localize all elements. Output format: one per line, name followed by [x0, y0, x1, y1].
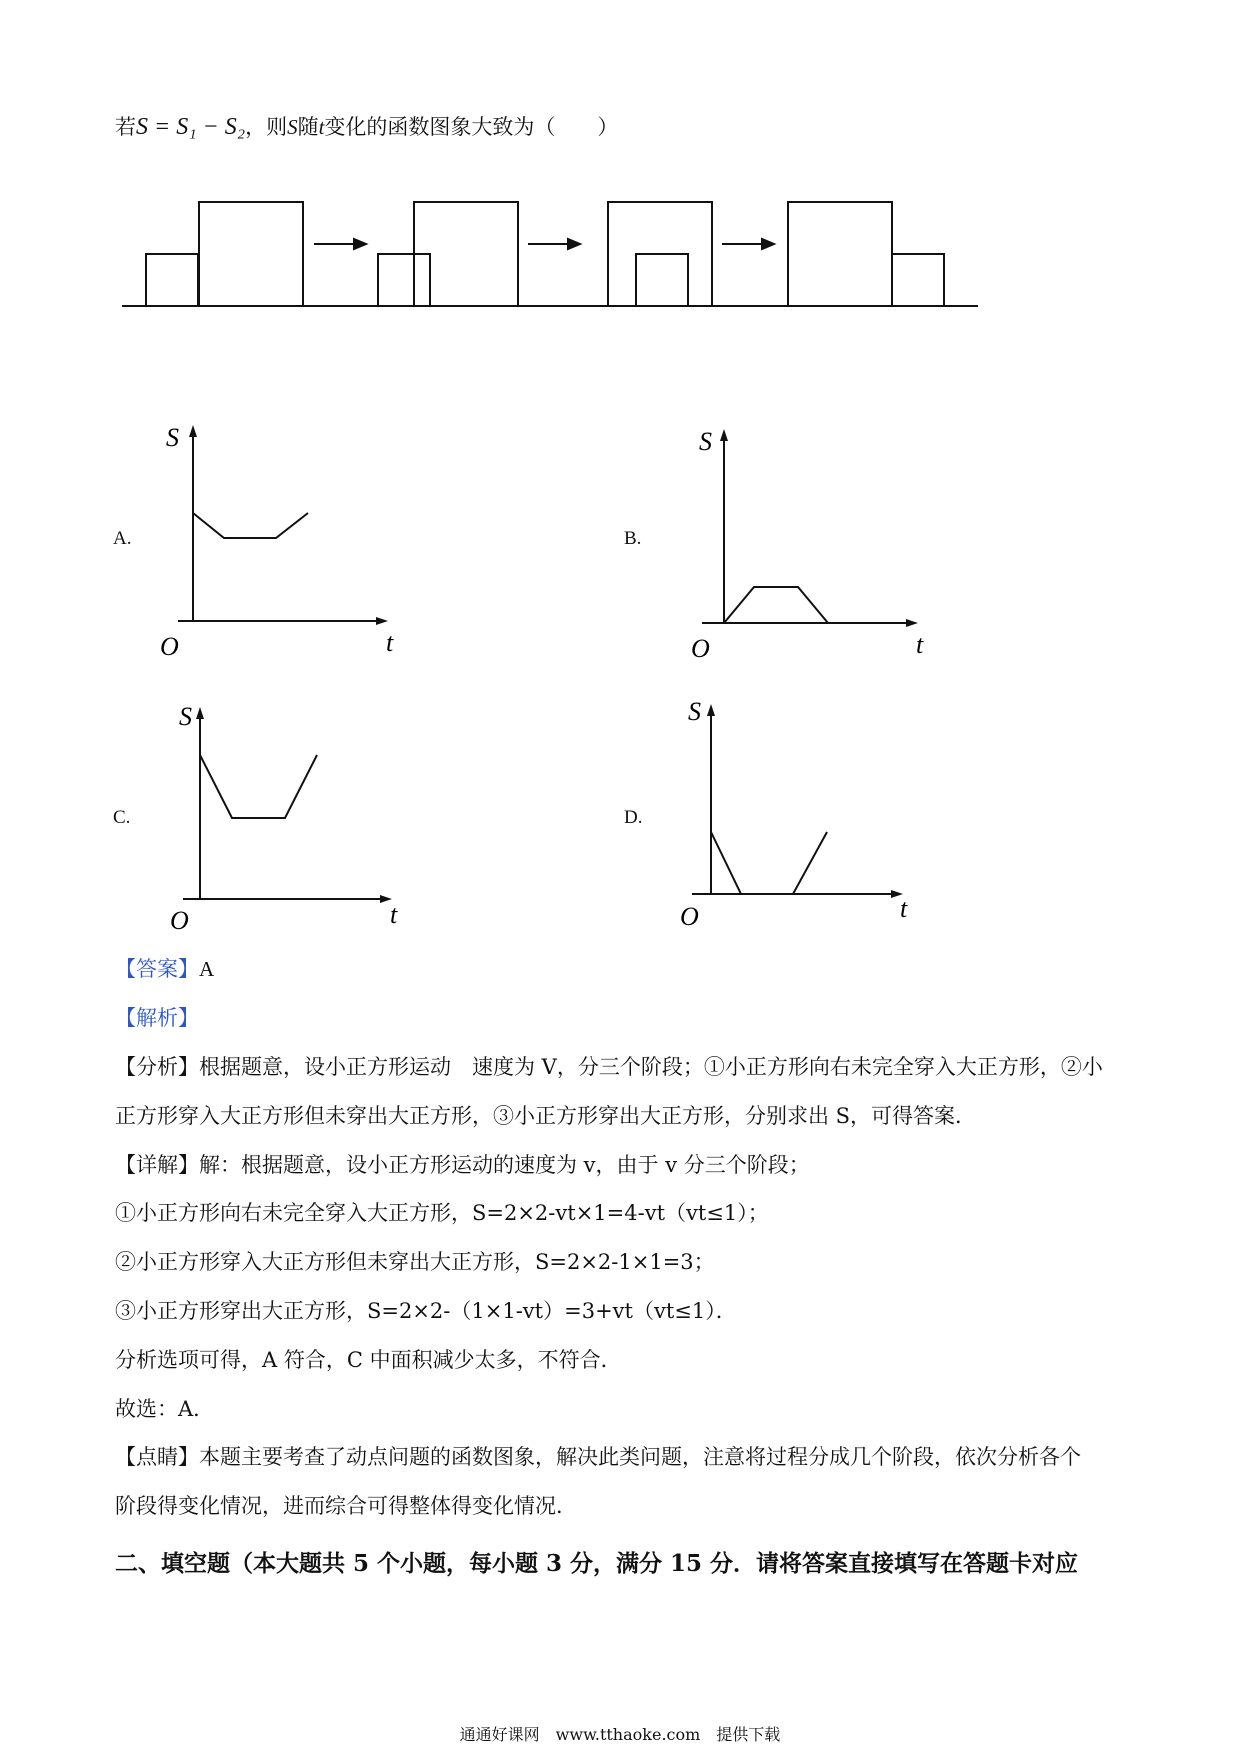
- graph-d-x-label: t: [900, 894, 908, 923]
- option-a-label: A.: [113, 528, 132, 549]
- comment-text-1: 本题主要考查了动点问题的函数图象，解决此类问题，注意将过程分成几个阶段，依次分析各个: [199, 1445, 1081, 1469]
- graph-c-origin-label: O: [170, 906, 189, 935]
- fenxi-line-2: 正方形穿入大正方形但未穿出大正方形，③小正方形穿出大正方形，分别求出 S，可得答案．: [115, 1104, 977, 1128]
- page-footer: 通通好课网 www.tthaoke.com 提供下载: [459, 1725, 781, 1744]
- graph-c-y-label: S: [179, 702, 192, 731]
- graph-d-y-label: S: [688, 697, 701, 726]
- detail-conclusion: 分析选项可得，A 符合，C 中面积减少太多，不符合．: [115, 1348, 622, 1372]
- axis-arrow-icon: [707, 704, 715, 716]
- small-square-stage-1: [146, 254, 198, 306]
- graph-a-x-label: t: [386, 628, 394, 657]
- analysis-heading: 【解析】: [115, 1006, 199, 1030]
- detail-step-2: ②小正方形穿入大正方形但未穿出大正方形，S=2×2-1×1=3；: [115, 1250, 715, 1274]
- question-sui: 随: [297, 115, 319, 139]
- question-formula: S = S₁ − S₂: [136, 114, 246, 140]
- detail-choice: 故选：A．: [115, 1397, 215, 1421]
- axis-arrow-icon: [376, 617, 388, 625]
- small-square-stage-3: [636, 254, 688, 306]
- square-motion-diagram: [0, 0, 1240, 320]
- detail-tag: 【详解】: [115, 1153, 199, 1177]
- large-square-stage-4: [788, 202, 892, 306]
- comment-line-2: 阶段得变化情况，进而综合可得整体得变化情况．: [115, 1494, 577, 1518]
- arrow-right-icon: [762, 239, 774, 249]
- answer-value: A: [199, 957, 215, 981]
- graph-c-x-label: t: [390, 900, 398, 929]
- fenxi-line-1: [115, 1053, 1103, 1081]
- comment-line-1: [115, 1443, 1081, 1471]
- graph-d-origin-label: O: [680, 902, 699, 931]
- graph-b-origin-label: O: [691, 634, 710, 663]
- axis-arrow-icon: [906, 619, 918, 627]
- small-square-stage-4: [892, 254, 944, 306]
- option-graphs: [0, 400, 1240, 940]
- graph-b: [691, 427, 924, 663]
- arrow-right-icon: [568, 239, 580, 249]
- section-title: 二、填空题（本大题共 5 个小题，每小题 3 分，满分 15 分．请将答案直接填写在答题卡对应: [115, 1550, 1079, 1577]
- graph-a-origin-label: O: [160, 632, 179, 661]
- arrow-right-icon: [354, 239, 366, 249]
- axis-arrow-icon: [189, 425, 197, 437]
- graph-c-curve: [200, 755, 317, 818]
- graph-d: [680, 697, 908, 931]
- graph-a: [160, 423, 394, 661]
- fenxi-tag: 【分析】: [115, 1055, 199, 1079]
- graph-d-curve: [711, 832, 827, 894]
- graph-a-curve: [193, 513, 308, 538]
- question-s-variable: S: [287, 115, 298, 139]
- small-square-stage-2: [378, 254, 430, 306]
- detail-text-1: 解：根据题意，设小正方形运动的速度为 v，由于 v 分三个阶段；: [199, 1153, 810, 1177]
- graph-c: [170, 702, 398, 935]
- question-mid: ，则: [245, 115, 288, 139]
- option-b-label: B.: [624, 528, 642, 549]
- detail-step-3: ③小正方形穿出大正方形，S=2×2-（1×1-vt）=3+vt（vt≤1）．: [115, 1299, 737, 1323]
- axis-arrow-icon: [720, 429, 728, 441]
- graph-b-x-label: t: [916, 630, 924, 659]
- question-t-variable: t: [318, 115, 325, 139]
- answer-line: [115, 955, 214, 983]
- axis-arrow-icon: [196, 707, 204, 719]
- question-prefix: 若: [115, 115, 136, 139]
- answer-tag: 【答案】: [115, 957, 199, 981]
- fenxi-text-1: 根据题意，设小正方形运动 速度为 V，分三个阶段；①小正方形向右未完全穿入大正方形，②小: [199, 1055, 1103, 1079]
- detail-line-1: [115, 1151, 810, 1179]
- graph-b-y-label: S: [699, 427, 712, 456]
- detail-step-1: ①小正方形向右未完全穿入大正方形，S=2×2-vt×1=4-vt（vt≤1）；: [115, 1201, 769, 1225]
- question-suffix: 变化的函数图象大致为（ ）: [324, 115, 619, 139]
- option-d-label: D.: [624, 807, 643, 828]
- large-square-stage-1: [199, 202, 303, 306]
- graph-a-y-label: S: [166, 423, 179, 452]
- comment-tag: 【点睛】: [115, 1445, 199, 1469]
- graph-b-curve: [724, 587, 828, 623]
- option-c-label: C.: [113, 807, 131, 828]
